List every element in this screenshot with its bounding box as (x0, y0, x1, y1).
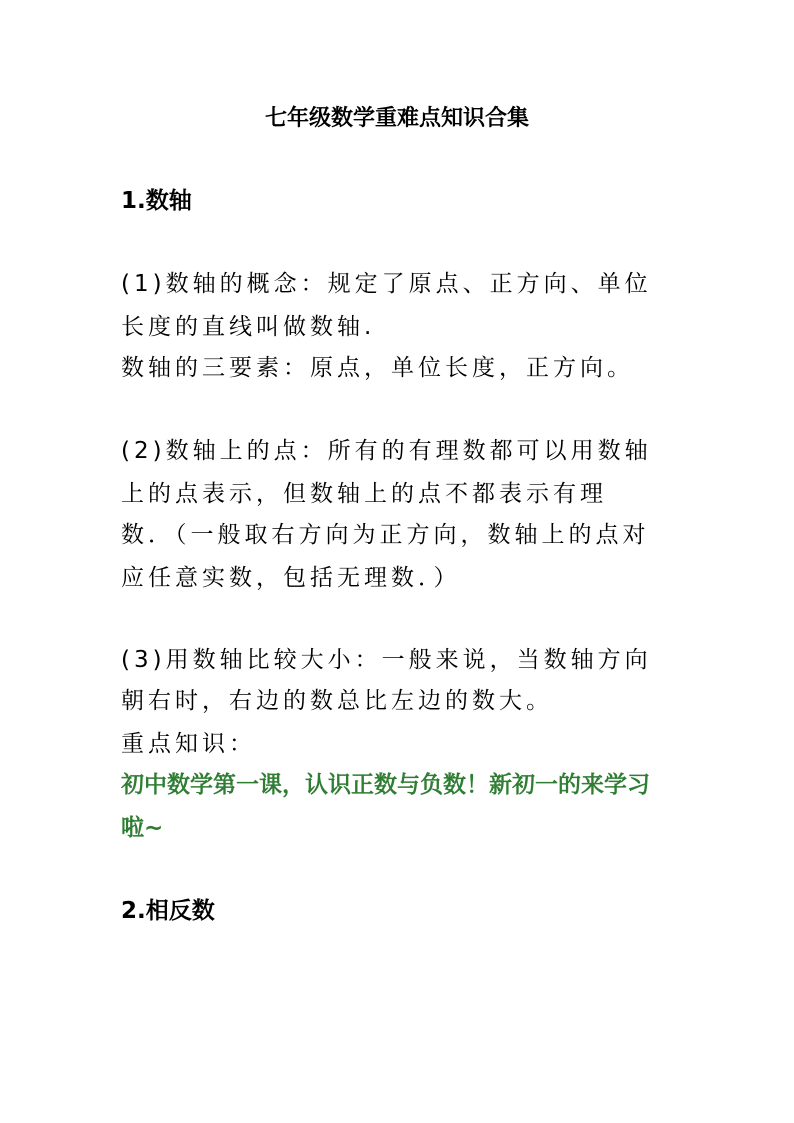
paragraph-1-line-2: 长度的直线叫做数轴. (121, 314, 376, 340)
paragraph-2-line-2: 上的点表示，但数轴上的点不都表示有理 (121, 481, 607, 507)
paragraph-2-line-1: (2)数轴上的点：所有的有理数都可以用数轴 (121, 438, 652, 464)
section-heading-number-line: 1.数轴 (121, 188, 192, 214)
paragraph-1-line-3: 数轴的三要素：原点，单位长度，正方向。 (121, 355, 634, 381)
key-points-label: 重点知识： (121, 731, 256, 757)
paragraph-2-line-3: 数．（一般取右方向为正方向，数轴上的点对 (121, 522, 650, 548)
lesson-link-line-2[interactable]: 啦~ (121, 815, 164, 841)
paragraph-2-line-4: 应任意实数，包括无理数．） (121, 565, 461, 591)
paragraph-3-line-2: 朝右时，右边的数总比左边的数大。 (121, 688, 553, 714)
document-title: 七年级数学重难点知识合集 (264, 105, 529, 131)
lesson-link-line-1[interactable]: 初中数学第一课，认识正数与负数！新初一的来学习 (121, 772, 650, 798)
section-heading-opposite-numbers: 2.相反数 (121, 898, 215, 924)
paragraph-3-line-1: (3)用数轴比较大小：一般来说，当数轴方向 (121, 647, 652, 673)
paragraph-1-line-1: (1)数轴的概念：规定了原点、正方向、单位 (121, 271, 652, 297)
